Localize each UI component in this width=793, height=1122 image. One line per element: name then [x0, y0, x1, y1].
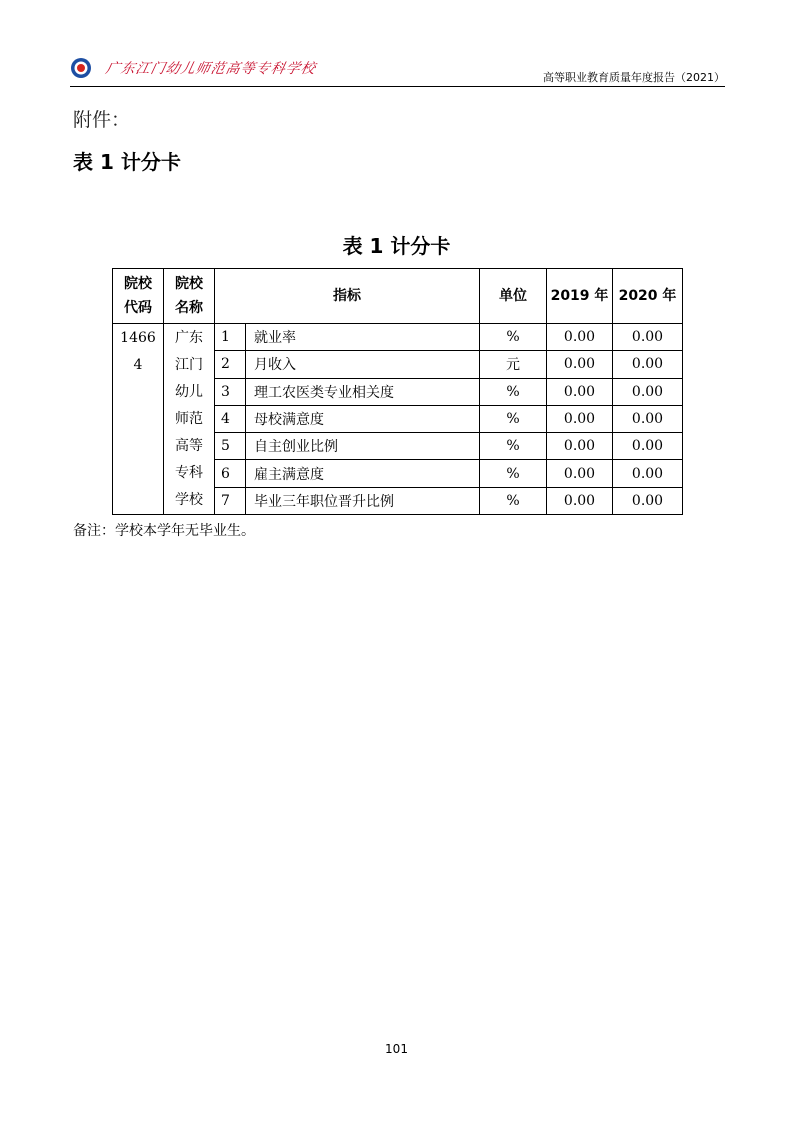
row-unit: %	[480, 405, 547, 432]
header-code-line1: 院校	[124, 276, 152, 292]
row-number: 4	[215, 405, 246, 432]
page-number: 101	[385, 1042, 408, 1056]
row-2020: 0.00	[613, 405, 683, 432]
row-number: 2	[215, 351, 246, 378]
row-number: 3	[215, 378, 246, 405]
row-indicator: 理工农医类专业相关度	[246, 378, 480, 405]
header-2020: 2020 年	[613, 269, 683, 324]
row-number: 6	[215, 460, 246, 487]
row-number: 1	[215, 324, 246, 351]
row-2019: 0.00	[547, 405, 613, 432]
scorecard-table	[112, 268, 683, 515]
row-2020: 0.00	[613, 378, 683, 405]
row-2019: 0.00	[547, 324, 613, 351]
school-name-calligraphy: 广东江门幼儿师范高等专科学校	[104, 61, 318, 77]
header-indicator: 指标	[215, 269, 480, 324]
header-school-name	[164, 269, 215, 324]
row-indicator: 就业率	[246, 324, 480, 351]
table-caption: 表 1 计分卡	[342, 234, 451, 258]
row-2020: 0.00	[613, 324, 683, 351]
school-name: 广东江门幼儿师范高等专科学校	[175, 330, 203, 508]
row-2019: 0.00	[547, 351, 613, 378]
row-unit: %	[480, 460, 547, 487]
header-unit: 单位	[480, 269, 547, 324]
row-2020: 0.00	[613, 487, 683, 514]
table-note: 备注：学校本学年无毕业生。	[73, 523, 255, 539]
row-2019: 0.00	[547, 460, 613, 487]
row-indicator: 雇主满意度	[246, 460, 480, 487]
row-indicator: 月收入	[246, 351, 480, 378]
school-logo-icon	[70, 57, 92, 79]
row-2020: 0.00	[613, 351, 683, 378]
page-header	[70, 52, 725, 87]
header-name-line2: 名称	[175, 300, 203, 316]
header-code-line2: 代码	[124, 300, 152, 316]
school-code-cell	[113, 324, 164, 515]
row-number: 7	[215, 487, 246, 514]
table-row	[113, 324, 683, 351]
header-school-code	[113, 269, 164, 324]
row-2019: 0.00	[547, 378, 613, 405]
row-number: 5	[215, 433, 246, 460]
table-header-row	[113, 269, 683, 324]
row-2020: 0.00	[613, 460, 683, 487]
attachment-label: 附件：	[73, 109, 131, 131]
report-title: 高等职业教育质量年度报告（2021）	[543, 71, 725, 84]
row-2020: 0.00	[613, 433, 683, 460]
school-code: 14664	[120, 330, 156, 373]
row-unit: 元	[480, 351, 547, 378]
row-unit: %	[480, 378, 547, 405]
row-indicator: 母校满意度	[246, 405, 480, 432]
section-title: 表 1 计分卡	[73, 150, 181, 174]
school-name-cell	[164, 324, 215, 515]
header-2019: 2019 年	[547, 269, 613, 324]
row-2019: 0.00	[547, 433, 613, 460]
header-name-line1: 院校	[175, 276, 203, 292]
row-indicator: 毕业三年职位晋升比例	[246, 487, 480, 514]
row-unit: %	[480, 324, 547, 351]
row-unit: %	[480, 487, 547, 514]
row-indicator: 自主创业比例	[246, 433, 480, 460]
row-2019: 0.00	[547, 487, 613, 514]
row-unit: %	[480, 433, 547, 460]
